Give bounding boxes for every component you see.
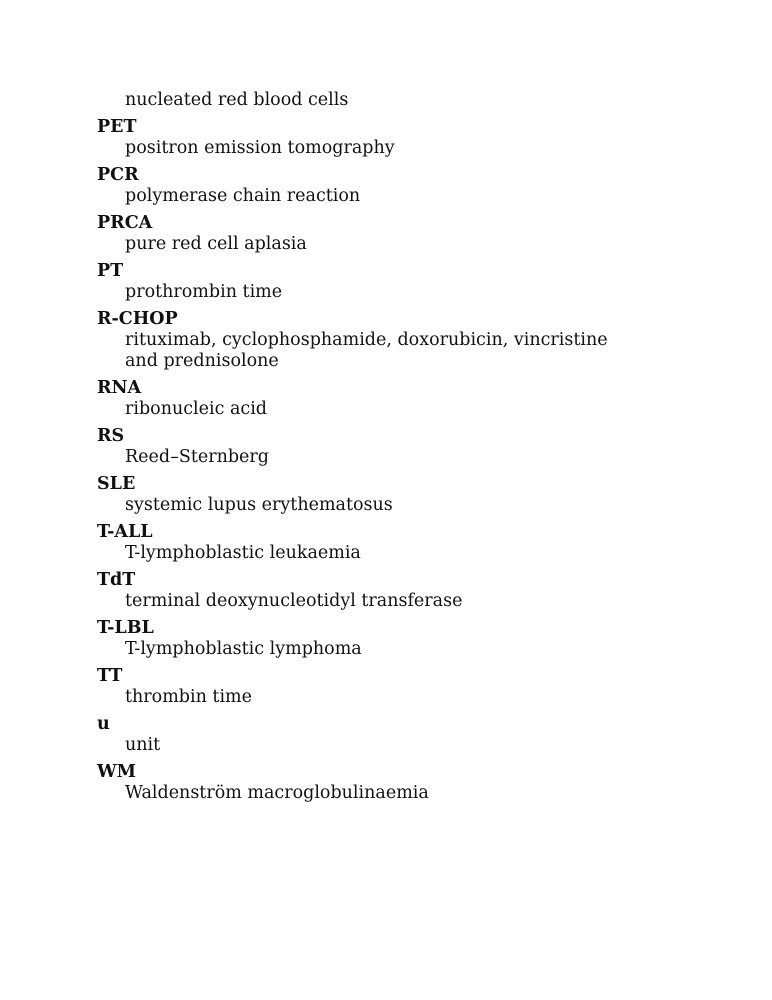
glossary-entry: [97, 666, 697, 708]
glossary-definition: T-lymphoblastic lymphoma: [125, 639, 362, 659]
glossary-entry: [97, 762, 697, 804]
glossary-term: R-CHOP: [97, 309, 178, 329]
glossary-entry: [97, 570, 697, 612]
glossary-term: RS: [97, 426, 125, 446]
glossary-definition: pure red cell aplasia: [125, 234, 307, 254]
glossary-term: PRCA: [97, 213, 153, 233]
glossary-entry: [97, 714, 697, 756]
glossary-definition: polymerase chain reaction: [125, 186, 361, 206]
glossary-term: WM: [97, 762, 137, 782]
glossary-entry: [97, 261, 697, 303]
glossary-term: TT: [97, 666, 123, 686]
glossary-entry: [97, 309, 697, 372]
glossary-entry: [97, 378, 697, 420]
glossary-definition: positron emission tomography: [125, 138, 395, 158]
glossary-term: u: [97, 714, 110, 734]
glossary-definition: Reed–Sternberg: [125, 447, 269, 467]
glossary-entry: [97, 474, 697, 516]
glossary-definition: prothrombin time: [125, 282, 283, 302]
glossary-entry: [97, 618, 697, 660]
abbreviations-list: [97, 89, 697, 810]
glossary-term: PT: [97, 261, 124, 281]
glossary-term: SLE: [97, 474, 136, 494]
glossary-definition: systemic lupus erythematosus: [125, 495, 393, 515]
glossary-entry: [97, 213, 697, 255]
glossary-definition: Waldenström macroglobulinaemia: [125, 783, 429, 803]
glossary-entry: [97, 117, 697, 159]
glossary-term: T-ALL: [97, 522, 153, 542]
glossary-entry: [97, 522, 697, 564]
glossary-term: PET: [97, 117, 137, 137]
glossary-definition: terminal deoxynucleotidyl transferase: [125, 591, 463, 611]
glossary-definition: unit: [125, 735, 161, 755]
glossary-term: RNA: [97, 378, 142, 398]
glossary-definition: rituximab, cyclophosphamide, doxorubicin, vincristine and prednisolone: [125, 330, 608, 371]
continued-definition: nucleated red blood cells: [125, 90, 349, 110]
glossary-definition: ribonucleic acid: [125, 399, 267, 419]
glossary-term: PCR: [97, 165, 139, 185]
glossary-entry: [97, 426, 697, 468]
glossary-definition: thrombin time: [125, 687, 253, 707]
glossary-entry: [97, 165, 697, 207]
glossary-definition: T-lymphoblastic leukaemia: [125, 543, 361, 563]
glossary-term: TdT: [97, 570, 136, 590]
glossary-term: T-LBL: [97, 618, 154, 638]
